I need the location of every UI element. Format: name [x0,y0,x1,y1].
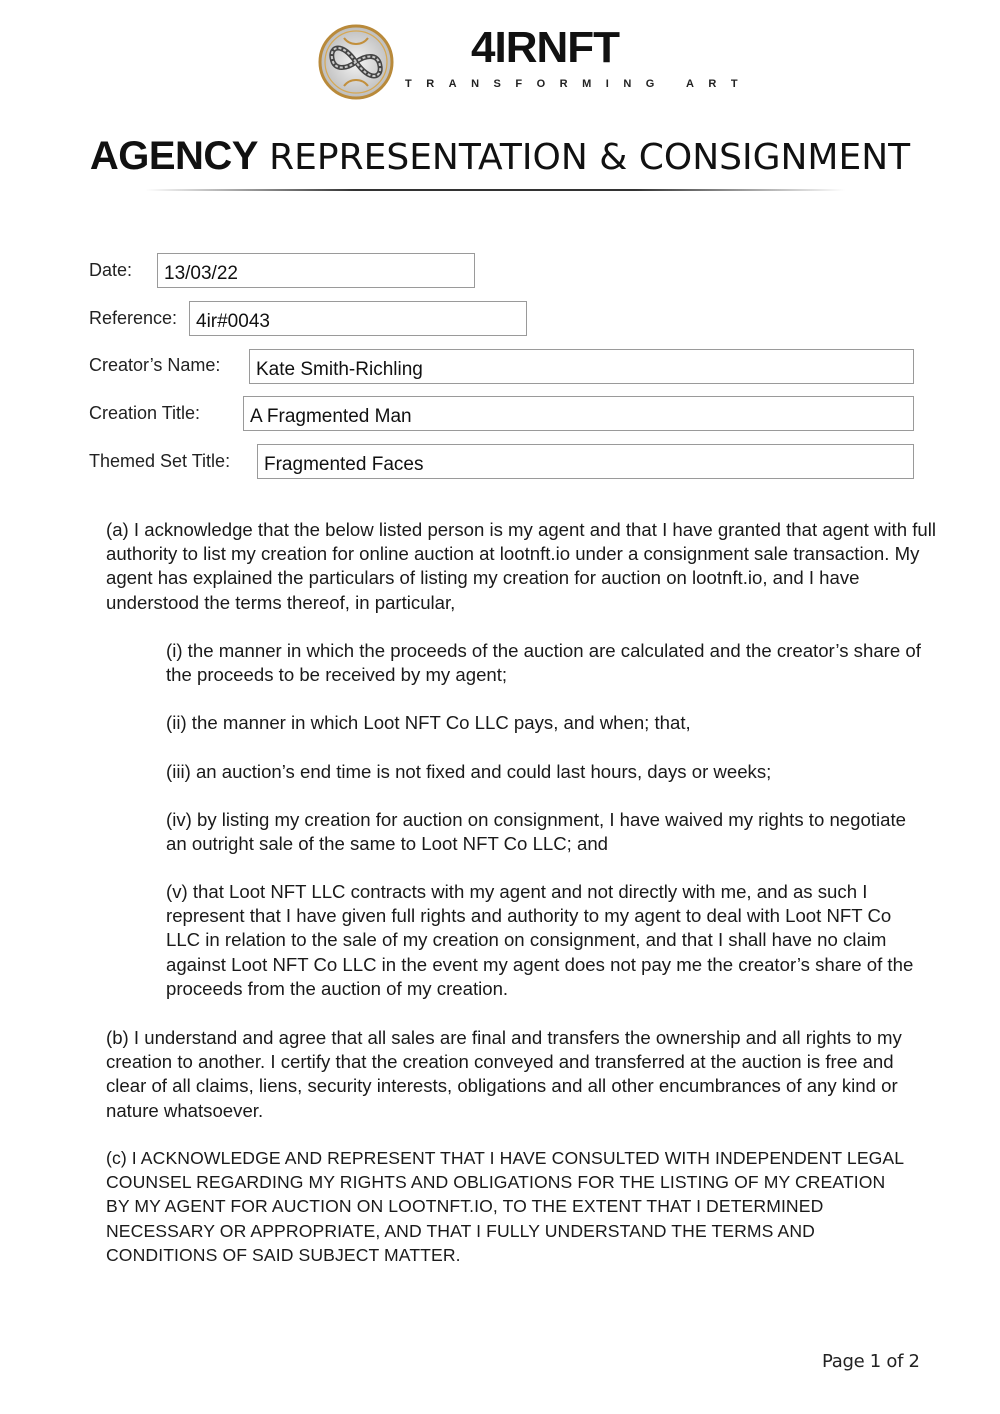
clause-a-iii: (iii) an auction’s end time is not fixed and could last hours, days or weeks; [166,761,772,782]
document-title-rest: REPRESENTATION & CONSIGNMENT [269,137,911,178]
reference-label: Reference: [89,308,178,328]
brand-tagline: TRANSFORMING ART [405,78,753,90]
document-title-bold: AGENCY [89,134,258,178]
title-divider [145,189,845,191]
clause-a-v: (v) that Loot NFT LLC contracts with my agent and not directly with me, and as such I represent that I have given full rights and authority to my agent to deal with Loot NFT Co LLC in relation to the sale of my creation on consignment, and that I shall have no claim against Loot NFT Co LLC in the event my agent does not pay me the creator’s share of the proceeds from the auction of my creation. [166,881,914,999]
creation-title-label: Creation Title: [89,403,201,423]
brand-name: 4IRNFT [471,23,619,72]
infinity-knot-logo-icon [316,24,396,100]
reference-field[interactable]: 4ir#0043 [189,301,527,336]
date-field[interactable]: 13/03/22 [157,253,475,288]
creator-name-label: Creator’s Name: [89,355,221,375]
creator-name-field[interactable]: Kate Smith-Richling [249,349,914,384]
page-number: Page 1 of 2 [822,1351,920,1372]
creation-title-field[interactable]: A Fragmented Man [243,396,914,431]
clause-a-iv: (iv) by listing my creation for auction on consignment, I have waived my rights to negotiate an outright sale of the same to Loot NFT Co LLC; and [166,809,906,855]
themed-set-title-field[interactable]: Fragmented Faces [257,444,914,479]
clause-b: (b) I understand and agree that all sales are final and transfers the ownership and all rights to my creation to another. I certify that the creation conveyed and transferred at the auction is free and clear of all claims, liens, security interests, obligations and all other encumbrances of any kind or nature whatsoever. [106,1027,902,1121]
date-label: Date: [89,260,133,280]
brand-block [405,24,752,90]
clause-a-i: (i) the manner in which the proceeds of the auction are calculated and the creator’s share of the proceeds to be received by my agent; [166,640,921,686]
clause-a-ii: (ii) the manner in which Loot NFT Co LLC pays, and when; that, [166,712,691,733]
clause-c: (c) I ACKNOWLEDGE AND REPRESENT THAT I HAVE CONSULTED WITH INDEPENDENT LEGAL COUNSEL REGARDING MY RIGHTS AND OBLIGATIONS FOR THE LISTING OF MY CREATION BY MY AGENT FOR AUCTION ON LOOTNFT.IO, TO THE EXTENT THAT I DETERMINED NECESSARY OR APPROPRIATE, AND THAT I FULLY UNDERSTAND THE TERMS AND CONDITIONS OF SAID SUBJECT MATTER. [106,1148,904,1265]
themed-set-title-label: Themed Set Title: [89,451,231,471]
clause-a: (a) I acknowledge that the below listed person is my agent and that I have granted that agent with full authority to list my creation for online auction at lootnft.io under a consignment sale transaction. My agent has explained the particulars of listing my creation for auction on lootnft.io, and I have understood the terms thereof, in particular, [106,519,936,613]
document-title [0,132,1000,182]
